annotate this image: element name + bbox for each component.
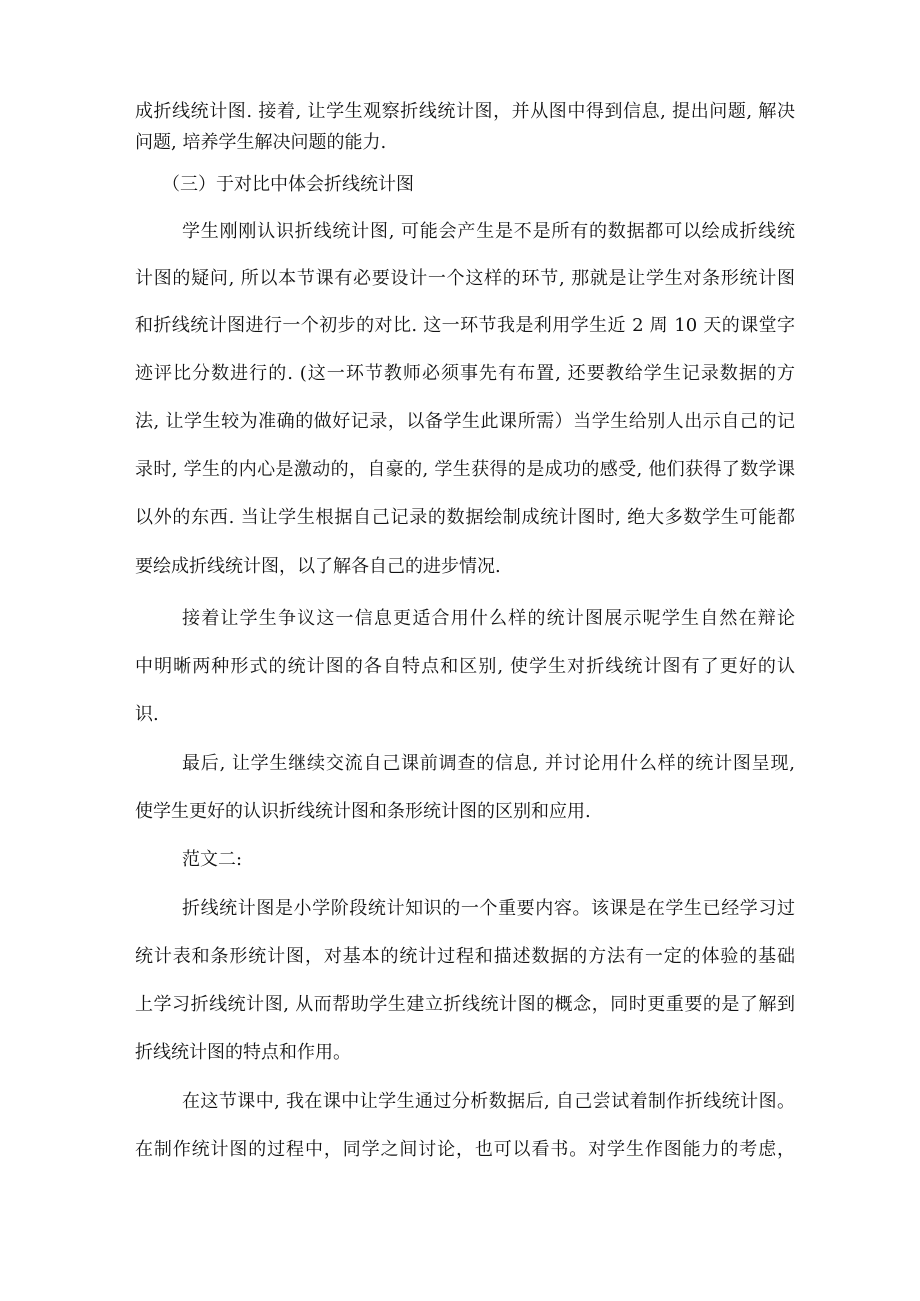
- text-line: 统计表和条形统计图，对基本的统计过程和描述数据的方法有一定的体验的基础: [135, 946, 795, 967]
- text-line: 法, 让学生较为准确的做好记录，以备学生此课所需）当学生给别人出示自己的记: [135, 411, 795, 432]
- text-line: 以外的东西. 当让学生根据自己记录的数据绘制成统计图时, 绝大多数学生可能都: [135, 507, 795, 528]
- text-line: 迹评比分数进行的. (这一环节教师必须事先有布置, 还要教给学生记录数据的方: [135, 363, 795, 384]
- text-line: 在这节课中, 我在课中让学生通过分析数据后, 自己尝试着制作折线统计图。: [182, 1091, 795, 1112]
- section-heading: （三）于对比中体会折线统计图: [162, 174, 414, 195]
- sample-label: 范文二:: [182, 849, 243, 870]
- text-line: 问题, 培养学生解决问题的能力.: [135, 132, 387, 153]
- text-line: 最后, 让学生继续交流自己课前调查的信息, 并讨论用什么样的统计图呈现,: [182, 753, 795, 774]
- text-line: 中明晰两种形式的统计图的各自特点和区别, 使学生对折线统计图有了更好的认: [135, 656, 795, 677]
- text-line: 录时, 学生的内心是激动的，自豪的, 学生获得的是成功的感受, 他们获得了数学课: [135, 459, 795, 480]
- text-line: 识.: [135, 704, 159, 725]
- text-line: 接着让学生争议这一信息更适合用什么样的统计图展示呢学生自然在辩论: [182, 608, 795, 629]
- text-line: 折线统计图是小学阶段统计知识的一个重要内容。该课是在学生已经学习过: [182, 898, 795, 919]
- text-line: 上学习折线统计图, 从而帮助学生建立折线统计图的概念，同时更重要的是了解到: [135, 994, 795, 1015]
- text-line: 计图的疑问, 所以本节课有必要设计一个这样的环节, 那就是让学生对条形统计图: [135, 268, 795, 289]
- text-line: 折线统计图的特点和作用。: [135, 1042, 351, 1063]
- text-line: 使学生更好的认识折线统计图和条形统计图的区别和应用.: [135, 801, 591, 822]
- text-line: 和折线统计图进行一个初步的对比. 这一环节我是利用学生近 2 周 10 天的课堂字: [135, 315, 795, 336]
- text-line: 学生刚刚认识折线统计图, 可能会产生是不是所有的数据都可以绘成折线统: [182, 221, 795, 242]
- text-line: 要绘成折线统计图，以了解各自己的进步情况.: [135, 556, 501, 577]
- text-line: 在制作统计图的过程中，同学之间讨论，也可以看书。对学生作图能力的考虑，: [135, 1139, 795, 1160]
- text-line: 成折线统计图. 接着, 让学生观察折线统计图，并从图中得到信息, 提出问题, 解决: [135, 101, 795, 122]
